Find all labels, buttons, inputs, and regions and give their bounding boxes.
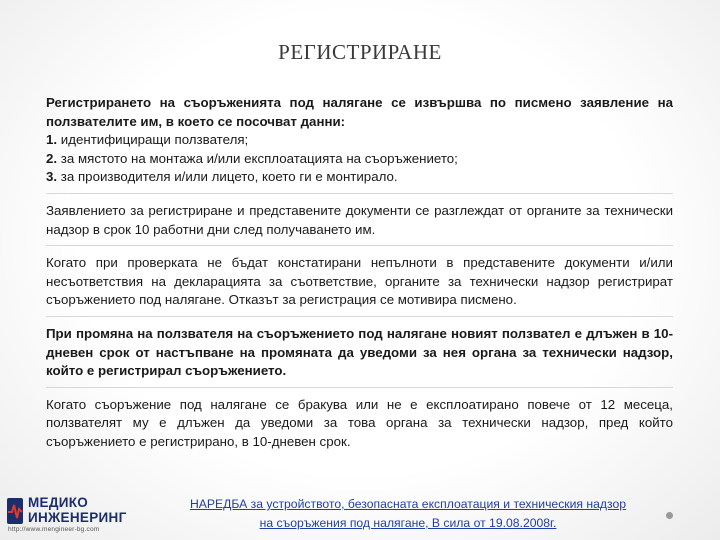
- section-review: [46, 202, 673, 246]
- user-change-paragraph: При промяна на ползвателя на съоръжението под налягане новият ползвател е длъжен в 10-дневен срок от настъпване на промяната да уведоми за нея органа за технически надзор, който е регистрирал съоръжението.: [46, 325, 673, 379]
- logo-line1: МЕДИКО: [28, 495, 89, 510]
- section-user-change: [46, 325, 673, 388]
- list-item: [46, 131, 673, 150]
- scrapping-paragraph: Когато съоръжение под налягане се бракува или не е експлоатирано повече от 12 месеца, ползвателят му е длъжен да уведоми за това органа за технически надзор, пред който съоръжението е регистрирано, в 10-дневен срок.: [46, 396, 673, 449]
- list-item: [46, 150, 673, 169]
- logo-url: http://www.mengineer-bg.com: [8, 526, 100, 533]
- section-decision: [46, 254, 673, 317]
- section-scrapping: [46, 396, 673, 458]
- decision-paragraph: Когато при проверката не бъдат констатирани непълноти в представените документи и/или несъответствия на декларацията за съответствие, органите за технически надзор регистрират съоръжението под налягане. Отказът за регистрация се мотивира писмено.: [46, 255, 673, 308]
- regulation-link[interactable]: [148, 495, 668, 533]
- decorative-dot: [666, 512, 673, 519]
- intro-paragraph: Регистрирането на съоръженията под налягане се извършва по писмено заявление на ползвателите им, в което се посочват данни:: [46, 95, 673, 129]
- list-number: 2.: [46, 150, 58, 166]
- list-text: идентифициращи ползвателя;: [57, 132, 249, 148]
- list-number: 1.: [46, 132, 58, 148]
- slide-body: [46, 94, 673, 466]
- data-list: [46, 131, 673, 187]
- list-item: [46, 168, 673, 187]
- company-logo: [6, 494, 146, 536]
- review-paragraph: Заявлението за регистриране и представените документи се разглеждат от органите за технически надзор в срок 10 работни дни след получаването им.: [46, 202, 673, 237]
- logo-mark-icon: [6, 496, 26, 526]
- list-number: 3.: [46, 169, 58, 185]
- section-registration: [46, 94, 673, 194]
- page-title: РЕГИСТРИРАНЕ: [278, 40, 442, 64]
- regulation-link-line2[interactable]: на съоръжения под налягане, В сила от 19.08.2008г.: [259, 516, 557, 530]
- logo-line2: ИНЖЕНЕРИНГ: [28, 510, 127, 525]
- regulation-link-line1[interactable]: НАРЕДБА за устройството, безопасната експлоатация и техническия надзор: [189, 497, 627, 511]
- list-text: за производителя и/или лицето, което ги е монтирало.: [57, 169, 398, 185]
- list-text: за мястото на монтажа и/или експлоатацията на съоръжението;: [57, 150, 458, 166]
